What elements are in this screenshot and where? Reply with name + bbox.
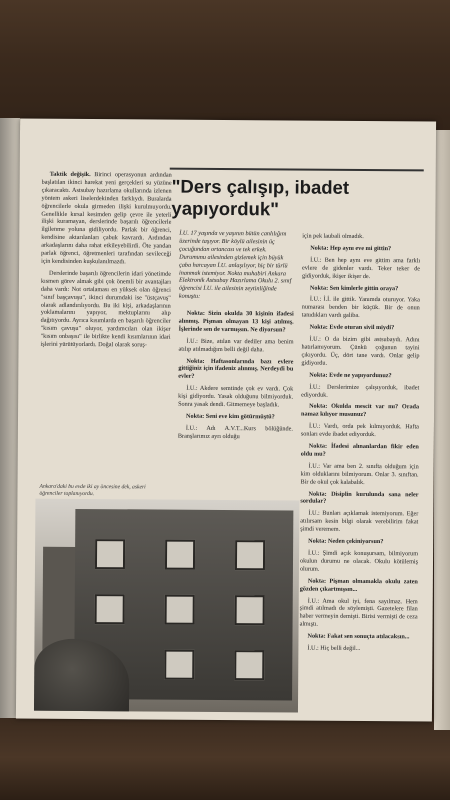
answer: İ.U.: Hiç belli değil... (307, 644, 361, 653)
photo-caption: Ankara'daki bu evde iki ay öncesine dek, askeri öğrenciler toplanıyordu. (39, 483, 146, 497)
question: Nokta: Neden çekiniyorsun? (308, 537, 384, 546)
window (165, 595, 195, 625)
answer: İ.U.: Bunları açıklamak istemiyorum. Eğer atılırsam kesin bilgi olarak verebilirim fakat şimdi veremem. (300, 509, 419, 533)
question: Nokta: Seni eve kim götürmüştü? (186, 412, 275, 421)
answer: İ.U.: Şimdi açık konuşursam, bilmiyorum okulun durumu ne olacak. Okulu kötülemiş olurum. (299, 549, 419, 573)
right-column-qa (299, 233, 420, 658)
building-photo (34, 499, 299, 713)
wooden-table-bottom (0, 715, 450, 800)
answer: İ.U.: Akdere semtinde çok ev vardı. Çok kişi gidiyordu. Yasak olduğunu bilmiyorduk. Sonra yasak dendi. Gitmemeye başladık. (178, 384, 294, 409)
window (235, 595, 265, 625)
answer: İ.U.: O da bizim gibi astsubaydı. Adını hatırlamıyorum. Çünkü çoğunun tayini çıkıyordu. Üç, dört tane vardı. Onlar gelip gidiyordu. (301, 335, 420, 367)
answer: İ.U.: Bize, atılan var dediler ama benim atılıp atılmadığım belli değil daha. (178, 337, 294, 353)
question: Nokta: Fakat sen sonuçta atılacaksın... (307, 632, 410, 641)
magazine-page (16, 119, 436, 722)
question: Nokta: Pişman olmamakla okulu zaten gözden çıkartmışsın... (299, 577, 418, 593)
headline-box (169, 168, 423, 232)
right-page-edge (434, 130, 450, 730)
question: Nokta: Hep aynı eve mi gittin? (310, 244, 392, 253)
question: Nokta: Okulda mescit var mı? Orada namaz kılıyor musunuz? (301, 402, 420, 419)
headline: "Ders çalışıp, ibadet yapıyorduk" (171, 175, 350, 220)
left-paragraph-1: Taktik değişik. Birinci operasyonun ardından başlatılan ikinci harekat yeni gerçekleri su yüzüne çıkaracaktı. Astsubay hazırlama okullarında izlenen yöntem askeri liselerdekinden farklıydı. Buralarda öğrencilerle okula girmeden ilişki kurulmuyordu. Genellikle kırsal kesimden gelip çevre ile yeterli ilişki kuramayan, derslerinde başarılı öğrencilerle ilgilenme yoluna gidiliyordu. Parlak bir öğrenci, kendisine aktarılanları çabuk kavrardı. Ardından arkadaşlarını daha rahat etkileyebilirdi. Öte yandan parlak öğrenci, öğretmenleri tarafından sevileceği için kendisinden kuşkulanılmazdı. (41, 170, 172, 266)
answer: İ.U.: Derslerimize çalışıyorduk, ibadet ediyorduk. (301, 383, 420, 399)
left-column (40, 171, 171, 354)
window (234, 650, 264, 680)
question: Nokta: Haftasonlarında bazı evlere gittiğiniz için ifadeniz alınmış. Nerdeydi bu evler? (178, 357, 294, 381)
question: Nokta: İfadesi alınanlardan fikir eden oldu mu? (300, 442, 419, 458)
question: Nokta: Disiplin kurulunda sana neler sordular? (300, 490, 419, 506)
answer: İ.U.: Adı A.V.T...Kurs bölüğünde. Branşlarımız ayrı olduğu (177, 424, 293, 440)
question: Nokta: Evde oturan sivil miydi? (309, 323, 395, 332)
window (164, 650, 194, 680)
answer: İ.U.: Ama okul iyi, fena sayılmaz. Hem şimdi atılmadı de söylemişti. Gazetelere filan haber vermeyin demişti. Birisi vermişti de ceza almıştı. (299, 597, 418, 628)
answer: İ.U.: Vardı, orda pek kılmıyorduk. Hafta sonları evde ibadet ediyorduk. (300, 422, 419, 439)
window (165, 540, 195, 570)
answer: İ.U.: Ben hep aynı eve gittim ama farklı evlere de gidenler vardı. Teker teker de gidiyorduk, ikişer ikişer de. (301, 256, 421, 280)
middle-column-qa (178, 310, 294, 445)
answer: İ.U.: İ.İ. ile gittik. Yanımda oturuyor. Yaka numarası benden bir küçük. Bir de onun tanıdıkları vardı galiba. (301, 296, 420, 320)
window (95, 594, 125, 624)
window (95, 539, 125, 569)
intro-paragraph: İ.U. 17 yaşında ve yaşının bütün canlılığını üzerinde taşıyor. Bir köylü ailesinin üç çocuğundan ortancası ve tek erkek. Durumunu ailesinden gizlemek için büyük çaba harcayan İ.U. anlaşılıyor, hiç bir türlü inanmak istemiyor. Nokta muhabiri Ankara Elektronik Astsubay Hazırlama Okulu 2. sınıf öğrencisi İ.U. ile ailesinin zeytinliğinde konuştu: (178, 229, 292, 301)
window (235, 540, 265, 570)
answer: için pek laubali olmadık. (302, 232, 364, 240)
answer: İ.U.: Var ama ben 2. sınıfta olduğum için kim olduklarını bilmiyorum. Onlar 3. sınıftan. Bir de okul çok kalabalık. (300, 462, 419, 486)
question: Nokta: Sizin okulda 30 kişinin ifadesi alınmış. Pişman olmayan 13 kişi atılmış. İşlerinde sen de varmışsın. Ne diyorsun? (178, 309, 294, 334)
question: Nokta: Sen kimlerle gittin oraya? (309, 284, 399, 292)
question: Nokta: Evde ne yapıyordunuz? (309, 371, 392, 379)
left-paragraph-2: Derslerinde başarılı öğrencilerin idari yönetimde kısmen görev almak gibi çok önemli bir avantajları daha vardı: Not ortalaması en yüksek olan öğrenci "sınıf başçavuşu", ikinci durumdaki ise "üstçavuş" olarak adlandırılıyordu. Bu iki kişi, arkadaşlarının yoklamalarını yapıyor, mektuplarını alıp dağıtıyordu. Ayrıca kısımlarda en başarılı öğrenciler "kısım çavuşu" oluyor, yardımcıları olan ikişer "kısım onbaşısı" ile birlikte kendi kısımlarının idari işlerini yürütüyorlardı. Doğal olarak soruş- (40, 269, 172, 349)
